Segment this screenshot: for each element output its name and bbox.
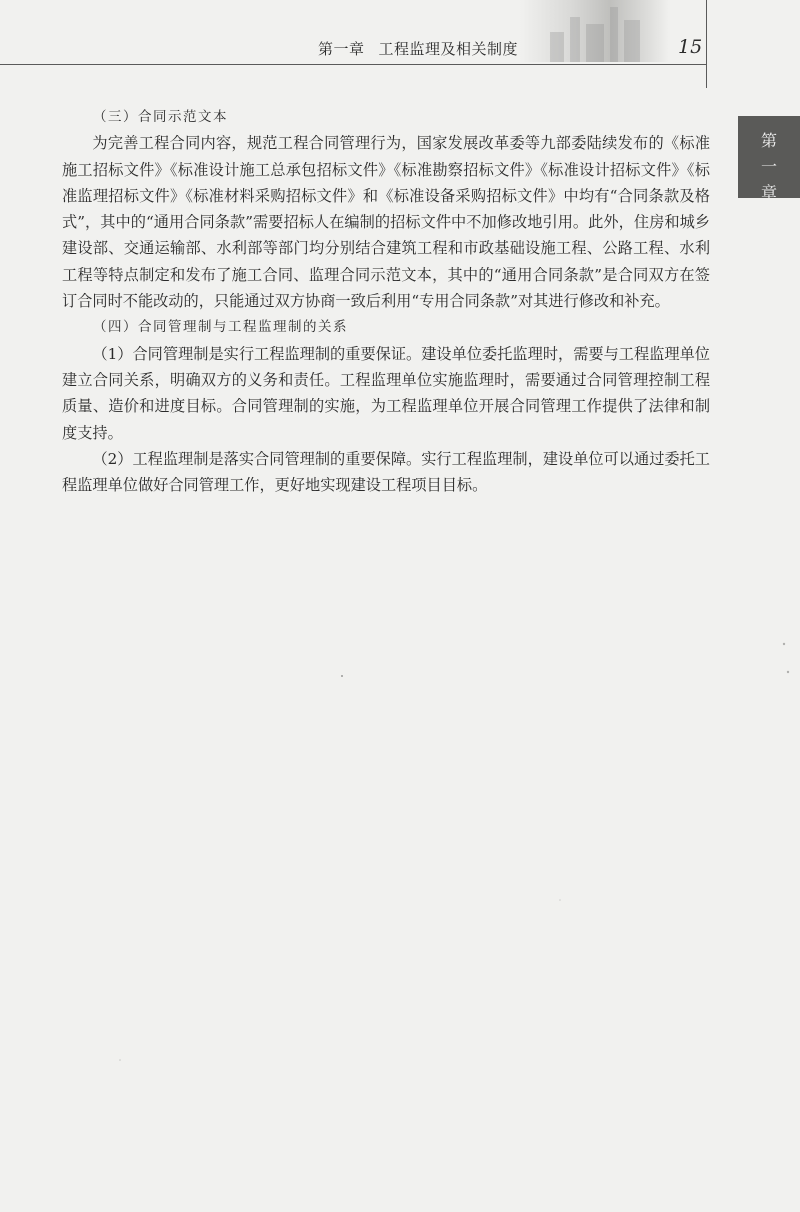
section-3-paragraph: 为完善工程合同内容，规范工程合同管理行为，国家发展改革委等九部委陆续发布的《标准施工招标文件》《标准设计施工总承包招标文件》《标准勘察招标文件》《标准设计招标文件》《标准监理招标文件》《标准材料采购招标文件》和《标准设备采购招标文件》中均有“合同条款及格式”，其中的“通用合同条款”需要招标人在编制的招标文件中不加修改地引用。此外，住房和城乡建设部、交通运输部、水利部等部门均分别结合建筑工程和市政基础设施工程、公路工程、水利工程等特点制定和发布了施工合同、监理合同示范文本，其中的“通用合同条款”是合同双方在签订合同时不能改动的，只能通过双方协商一致后利用“专用合同条款”对其进行修改和补充。	[62, 134, 710, 311]
header-rule	[0, 64, 706, 65]
chapter-thumb-tab	[738, 116, 800, 202]
chapter-tab-char-2: 一	[760, 157, 777, 176]
section-4-item-1: （1）合同管理制是实行工程监理制的重要保证。建设单位委托监理时，需要与工程监理单位建立合同关系，明确双方的义务和责任。工程监理单位实施监理时，需要通过合同管理控制工程质量、造价和进度目标。合同管理制的实施，为工程监理单位开展合同管理工作提供了法律和制度支持。	[62, 344, 710, 442]
header-chapter-label: 第一章	[318, 40, 365, 58]
chapter-tab-char-1: 第	[760, 131, 777, 150]
header-chapter-title: 工程监理及相关制度	[378, 40, 519, 58]
section-heading-3: （三）合同示范文本	[93, 109, 229, 125]
chapter-tab-char-3: 章	[760, 183, 777, 202]
section-4-item-2: （2）工程监理制是落实合同管理制的重要保障。实行工程监理制，建设单位可以通过委托工程监理单位做好合同管理工作，更好地实现建设工程项目目标。	[62, 449, 710, 495]
body-text	[62, 104, 710, 498]
section-heading-4: （四）合同管理制与工程监理制的关系	[93, 319, 349, 336]
running-header	[318, 38, 518, 59]
header-decoration	[520, 0, 670, 62]
page-number: 15	[678, 36, 703, 58]
header-vertical-rule	[706, 0, 707, 88]
